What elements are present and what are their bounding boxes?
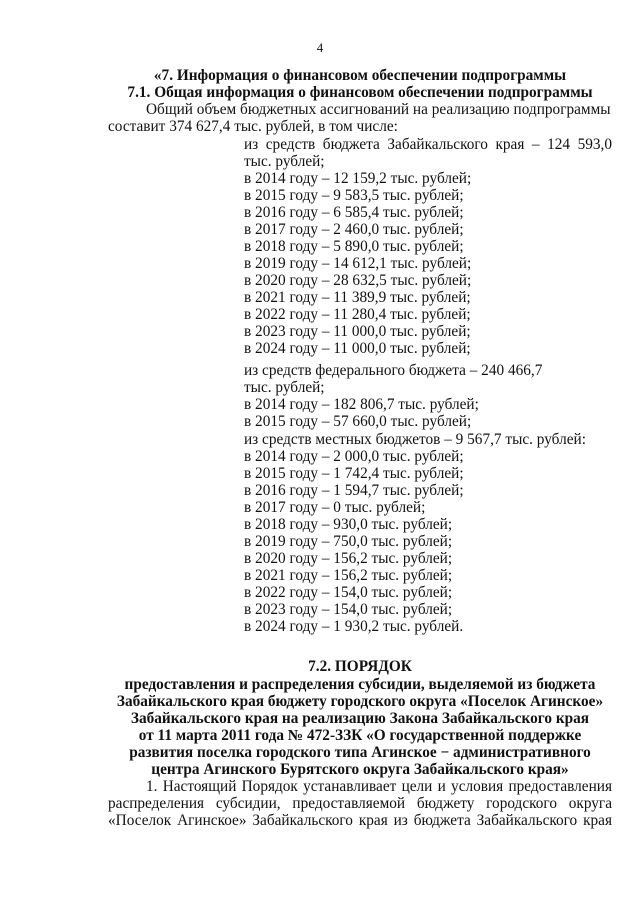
regional-budget-label: из средств бюджета Забайкальского края – 124 593,0 xyxy=(244,136,612,153)
intro-line: составит 374 627,4 тыс. рублей, в том числе: xyxy=(108,118,398,135)
list-item: в 2015 году – 57 660,0 тыс. рублей; xyxy=(244,413,472,430)
list-item: в 2014 году – 2 000,0 тыс. рублей; xyxy=(244,448,464,465)
list-item: в 2015 году – 1 742,4 тыс. рублей; xyxy=(244,465,464,482)
list-item: в 2023 году – 154,0 тыс. рублей; xyxy=(244,601,453,618)
list-item: в 2020 году – 28 632,5 тыс. рублей; xyxy=(244,272,472,289)
list-item: в 2021 году – 156,2 тыс. рублей; xyxy=(244,567,453,584)
list-item: в 2019 году – 14 612,1 тыс. рублей; xyxy=(244,255,472,272)
page-number: 4 xyxy=(316,40,324,55)
local-budget-label: из средств местных бюджетов – 9 567,7 тыс. рублей: xyxy=(244,431,586,448)
list-item: в 2022 году – 154,0 тыс. рублей; xyxy=(244,584,453,601)
list-item: в 2014 году – 12 159,2 тыс. рублей; xyxy=(244,170,472,187)
regional-budget-label-cont: тыс. рублей; xyxy=(244,153,325,170)
federal-budget-label-cont: тыс. рублей; xyxy=(244,379,325,396)
procedure-title-line: центра Агинского Бурятского округа Забайкальского края» xyxy=(151,761,569,778)
list-item: в 2017 году – 0 тыс. рублей; xyxy=(244,499,426,516)
procedure-title-line: Забайкальского края бюджету городского округа «Поселок Агинское» xyxy=(116,693,604,710)
list-item: в 2016 году – 1 594,7 тыс. рублей; xyxy=(244,482,464,499)
body-paragraph-line: «Поселок Агинское» Забайкальского края из бюджета Забайкальского края xyxy=(108,812,612,829)
list-item: в 2018 году – 930,0 тыс. рублей; xyxy=(244,516,453,533)
list-item: в 2022 году – 11 280,4 тыс. рублей; xyxy=(244,306,471,323)
section-heading: «7. Информация о финансовом обеспечении подпрограммы xyxy=(153,67,567,84)
list-item: в 2016 году – 6 585,4 тыс. рублей; xyxy=(244,204,464,221)
list-item: в 2024 году – 11 000,0 тыс. рублей; xyxy=(244,340,471,357)
federal-budget-label: из средств федерального бюджета – 240 466,7 xyxy=(244,362,543,379)
list-item: в 2021 году – 11 389,9 тыс. рублей; xyxy=(244,289,471,306)
body-paragraph-line: распределения субсидии, предоставляемой бюджету городского округа xyxy=(108,795,612,812)
list-item: в 2020 году – 156,2 тыс. рублей; xyxy=(244,550,453,567)
procedure-title-line: Забайкальского края на реализацию Закона Забайкальского края xyxy=(130,710,590,727)
list-item: в 2023 году – 11 000,0 тыс. рублей; xyxy=(244,323,471,340)
procedure-title-line: от 11 марта 2011 года № 472-ЗЗК «О государственной поддержке xyxy=(138,727,582,744)
list-item: в 2017 году – 2 460,0 тыс. рублей; xyxy=(244,221,464,238)
list-item: в 2015 году – 9 583,5 тыс. рублей; xyxy=(244,187,464,204)
section-subheading: 7.1. Общая информация о финансовом обеспечении подпрограммы xyxy=(127,84,593,101)
intro-line: Общий объем бюджетных ассигнований на реализацию подпрограммы xyxy=(146,101,611,118)
procedure-title-line: предоставления и распределения субсидии, выделяемой из бюджета xyxy=(124,676,596,693)
body-paragraph-line: 1. Настоящий Порядок устанавливает цели и условия предоставления xyxy=(146,778,612,795)
list-item: в 2014 году – 182 806,7 тыс. рублей; xyxy=(244,396,479,413)
list-item: в 2018 году – 5 890,0 тыс. рублей; xyxy=(244,238,464,255)
procedure-title: 7.2. ПОРЯДОК xyxy=(308,658,412,675)
list-item: в 2019 году – 750,0 тыс. рублей; xyxy=(244,533,453,550)
procedure-title-line: развития поселка городского типа Агинское − административного xyxy=(129,744,591,761)
list-item: в 2024 году – 1 930,2 тыс. рублей. xyxy=(244,618,464,635)
